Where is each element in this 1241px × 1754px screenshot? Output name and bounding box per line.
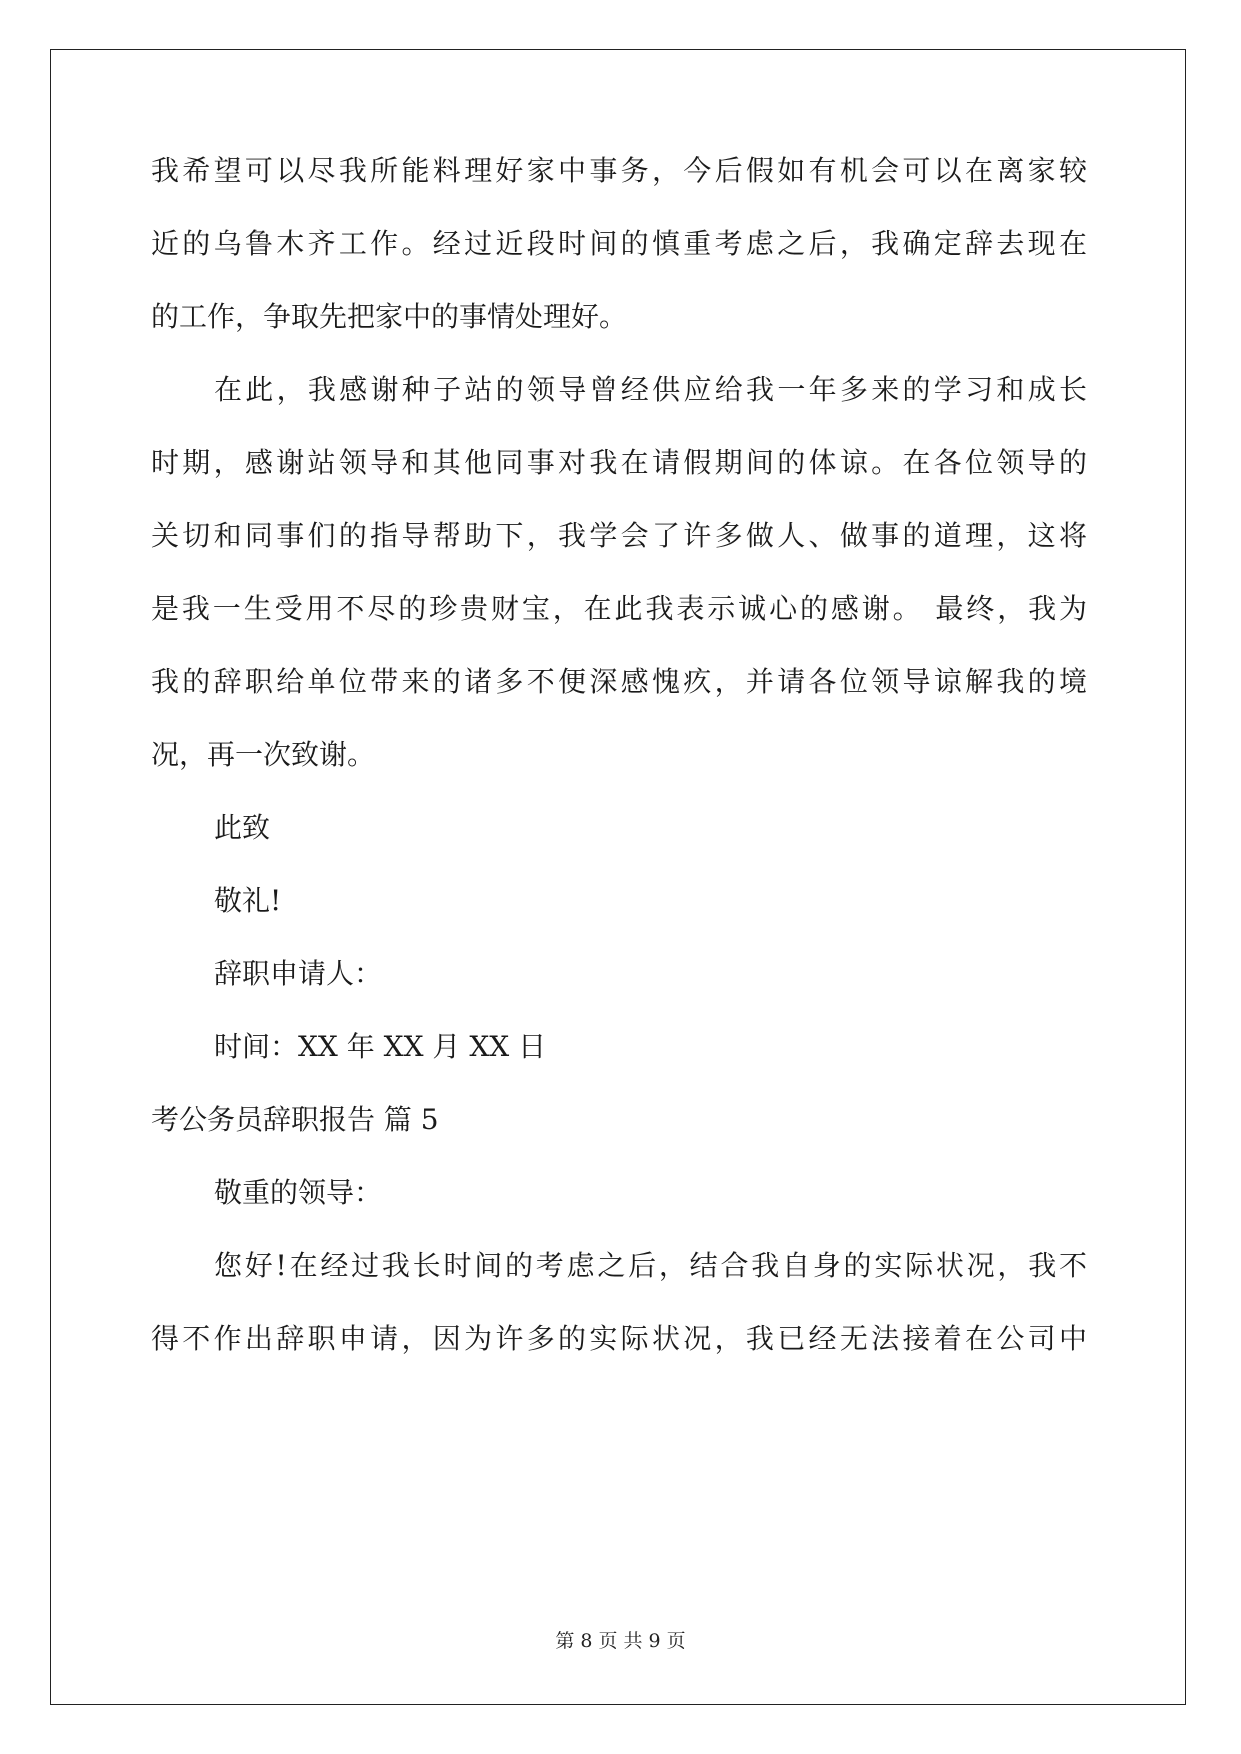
text-line: 我的辞职给单位带来的诸多不便深感愧疚，并请各位领导谅解我的境 <box>151 665 1087 698</box>
text-line: 的工作，争取先把家中的事情处理好。 <box>151 300 628 333</box>
text-line: 我希望可以尽我所能料理好家中事务，今后假如有机会可以在离家较 <box>151 154 1087 187</box>
text-line: 关切和同事们的指导帮助下，我学会了许多做人、做事的道理，这将 <box>151 519 1087 552</box>
text-line: 是我一生受用不尽的珍贵财宝，在此我表示诚心的感谢。 最终，我为 <box>151 592 1087 625</box>
greeting: 敬重的领导： <box>214 1176 383 1209</box>
page-number: 第 8 页 共 9 页 <box>555 1630 686 1652</box>
section-heading: 考公务员辞职报告 篇 5 <box>151 1103 439 1136</box>
text-line: 您好!在经过我长时间的考虑之后，结合我自身的实际状况，我不 <box>214 1249 1087 1282</box>
text-line: 在此，我感谢种子站的领导曾经供应给我一年多来的学习和成长 <box>214 373 1087 406</box>
salutation-respect: 敬礼! <box>214 884 282 917</box>
date-line: 时间：XX 年 XX 月 XX 日 <box>214 1030 547 1063</box>
text-line: 近的乌鲁木齐工作。经过近段时间的慎重考虑之后，我确定辞去现在 <box>151 227 1087 260</box>
salutation-closing: 此致 <box>214 811 271 844</box>
applicant-label: 辞职申请人： <box>214 957 383 990</box>
text-line: 时期，感谢站领导和其他同事对我在请假期间的体谅。在各位领导的 <box>151 446 1087 479</box>
text-line: 得不作出辞职申请，因为许多的实际状况，我已经无法接着在公司中 <box>151 1322 1087 1355</box>
text-line: 况，再一次致谢。 <box>151 738 376 771</box>
